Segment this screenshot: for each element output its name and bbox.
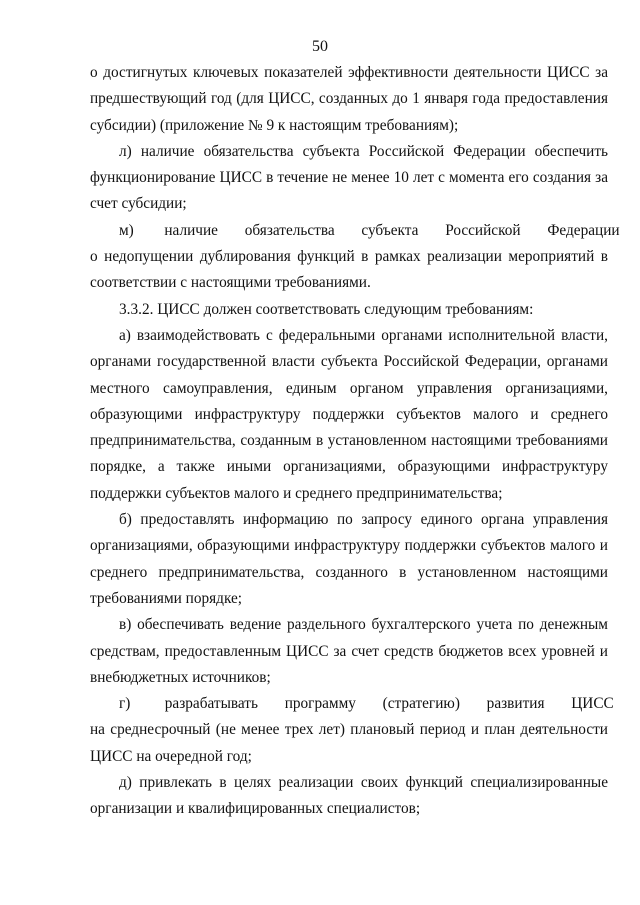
paragraph-m-rest: о недопущении дублирования функций в рамках реализации мероприятий в соответствии с настоящими требованиями. [90, 248, 608, 292]
paragraph-d: д) привлекать в целях реализации своих функций специализированные организации и квалифицированных специалистов; [90, 774, 608, 818]
paragraph-g-first-line: г) разрабатывать программу (стратегию) развития ЦИСС [119, 695, 614, 713]
paragraph-b: б) предоставлять информацию по запросу единого органа управления организациями, образующими инфраструктуру поддержки субъектов малого и среднего предпринимательства, созданного в установленном настоящими требованиями порядке; [90, 511, 608, 607]
paragraph-v: в) обеспечивать ведение раздельного бухгалтерского учета по денежным средствам, предоставленным ЦИСС за счет средств бюджетов всех уровней и внебюджетных источников; [90, 616, 608, 686]
paragraph-g-rest: на среднесрочный (не менее трех лет) плановый период и план деятельности ЦИСС на очередной год; [90, 721, 608, 765]
paragraph-k-continuation: о достигнутых ключевых показателей эффективности деятельности ЦИСС за предшествующий год (для ЦИСС, созданных до 1 января года предоставления субсидии) (приложение № 9 к настоящим требованиям); [90, 64, 608, 134]
paragraph-m-first-line: м) наличие обязательства субъекта Российской Федерации [119, 221, 620, 239]
paragraph-a: а) взаимодействовать с федеральными органами исполнительной власти, органами государственной власти субъекта Российской Федерации, органами местного самоуправления, единым органом управления организациями, образующими инфраструктуру поддержки субъектов малого и среднего предпринимательства, созданным в установленном настоящими требованиями порядке, а также иными организациями, образующими инфраструктуру поддержки субъектов малого и среднего предпринимательства; [90, 326, 608, 502]
paragraph-g [90, 691, 614, 770]
paragraph-m [90, 218, 620, 297]
paragraph-3-3-2: 3.3.2. ЦИСС должен соответствовать следующим требованиям: [119, 300, 534, 318]
document-body [90, 60, 620, 823]
paragraph-l: л) наличие обязательства субъекта Российской Федерации обеспечить функционирование ЦИСС в течение не менее 10 лет с момента его создания за счет субсидии; [90, 142, 608, 213]
page-number: 50 [312, 38, 328, 55]
